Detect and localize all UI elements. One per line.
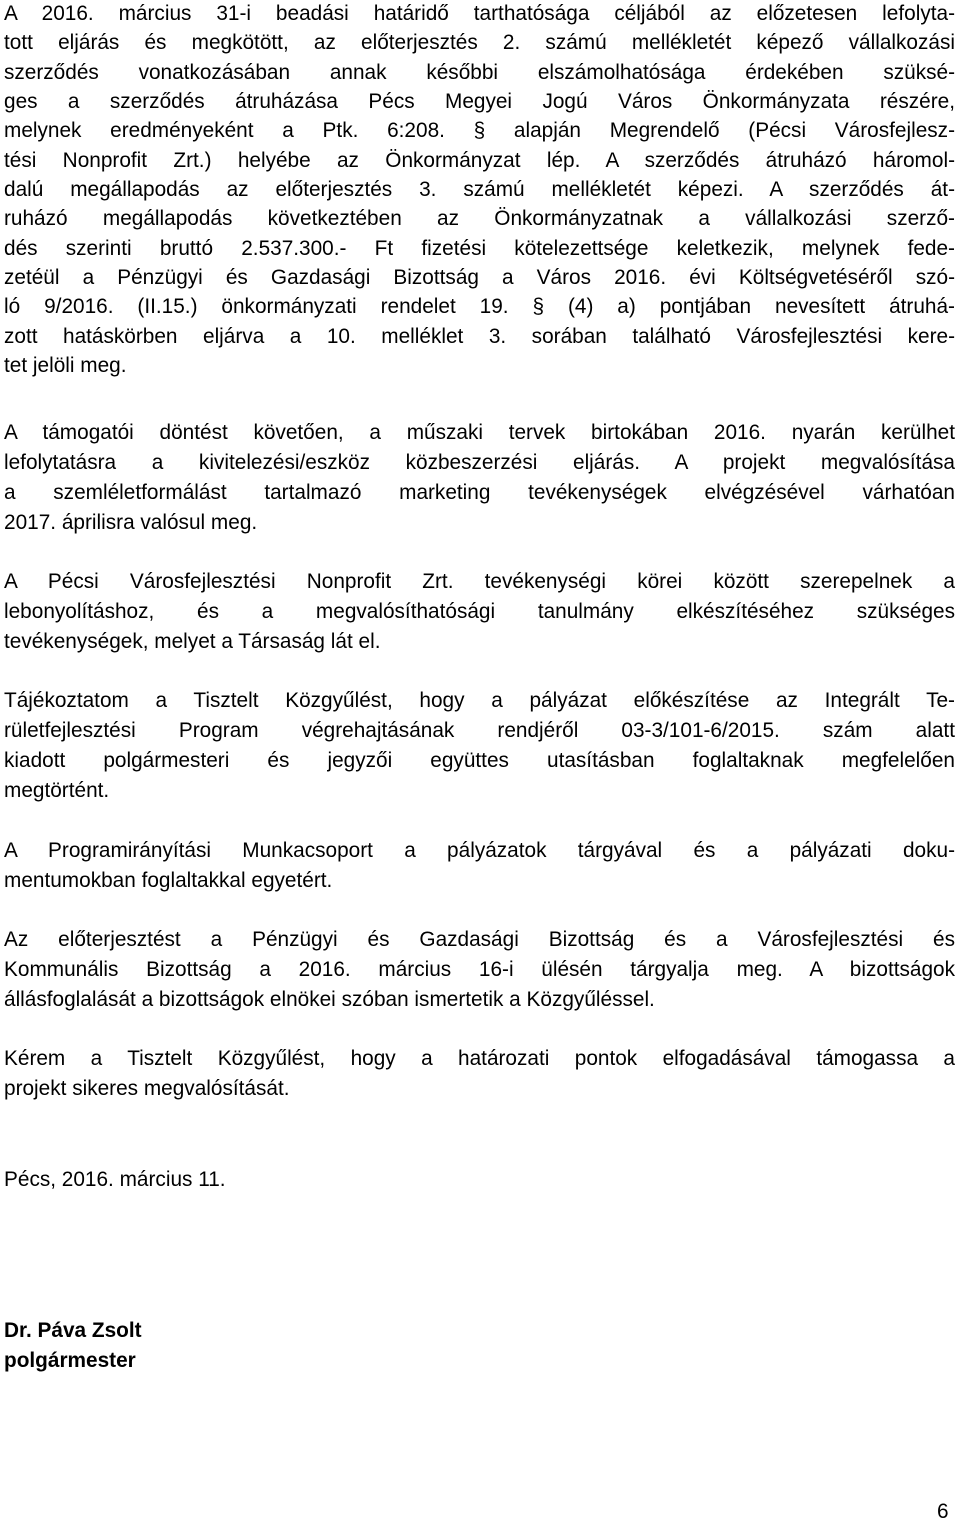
text-line: zetéül a Pénzügyi és Gazdasági Bizottság a Város 2016. évi Költségvetéséről szó- <box>4 266 955 289</box>
page-number: 6 <box>937 1500 949 1523</box>
text-line: tet jelöli meg. <box>4 354 127 377</box>
text-line: A Programirányítási Munkacsoport a pályázatok tárgyával és a pályázati doku- <box>4 839 955 862</box>
text-line: tési Nonprofit Zrt.) helyébe az Önkormányzat lép. A szerződés átruházó háromol- <box>4 149 955 172</box>
text-line: A Pécsi Városfejlesztési Nonprofit Zrt. tevékenységi körei között szerepelnek a <box>4 570 955 593</box>
text-line: Kommunális Bizottság a 2016. március 16-i ülésén tárgyalja meg. A bizottságok <box>4 958 955 981</box>
text-line: dalú megállapodás az előterjesztés 3. számú mellékletét képezi. A szerződés át- <box>4 178 955 201</box>
text-line: rületfejlesztési Program végrehajtásának rendjéről 03-3/101-6/2015. szám alatt <box>4 719 955 742</box>
text-line: ruházó megállapodás következtében az Önkormányzatnak a vállalkozási szerző- <box>4 207 955 230</box>
text-line: 2017. áprilisra valósul meg. <box>4 511 258 534</box>
signer-name: Dr. Páva Zsolt <box>4 1319 142 1342</box>
text-line: projekt sikeres megvalósítását. <box>4 1077 290 1100</box>
text-line: ló 9/2016. (II.15.) önkormányzati rendelet 19. § (4) a) pontjában nevesített átruhá- <box>4 295 955 318</box>
text-line: dés szerinti bruttó 2.537.300.- Ft fizetési kötelezettsége keletkezik, melynek fede- <box>4 237 955 260</box>
text-line: mentumokban foglaltakkal egyetért. <box>4 869 333 892</box>
text-line: melynek eredményeként a Ptk. 6:208. § alapján Megrendelő (Pécsi Városfejlesz- <box>4 119 955 142</box>
text-line: Az előterjesztést a Pénzügyi és Gazdasági Bizottság és a Városfejlesztési és <box>4 928 955 951</box>
signer-title: polgármester <box>4 1349 136 1372</box>
text-line: tevékenységek, melyet a Társaság lát el. <box>4 630 381 653</box>
text-line: lebonyolításhoz, és a megvalósíthatósági tanulmány elkészítéséhez szükséges <box>4 600 955 623</box>
text-line: állásfoglalását a bizottságok elnökei szóban ismertetik a Közgyűléssel. <box>4 988 655 1011</box>
text-line: ges a szerződés átruházása Pécs Megyei Jogú Város Önkormányzata részére, <box>4 90 955 113</box>
text-line: A támogatói döntést követően, a műszaki tervek birtokában 2016. nyarán kerülhet <box>4 421 955 444</box>
text-line: zott hatáskörben eljárva a 10. melléklet 3. sorában található Városfejlesztési kere- <box>4 325 955 348</box>
text-line: a szemléletformálást tartalmazó marketing tevékenységek elvégzésével várhatóan <box>4 481 955 504</box>
text-line: lefolytatásra a kivitelezési/eszköz közbeszerzési eljárás. A projekt megvalósítása <box>4 451 955 474</box>
place-date: Pécs, 2016. március 11. <box>4 1168 226 1191</box>
text-line: Tájékoztatom a Tisztelt Közgyűlést, hogy a pályázat előkészítése az Integrált Te- <box>4 689 955 712</box>
text-line: A 2016. március 31-i beadási határidő tarthatósága céljából az előzetesen lefolyta- <box>4 2 955 25</box>
text-line: kiadott polgármesteri és jegyzői együttes utasításban foglaltaknak megfelelően <box>4 749 955 772</box>
text-line: megtörtént. <box>4 779 110 802</box>
text-line: tott eljárás és megkötött, az előterjesztés 2. számú mellékletét képező vállalkozási <box>4 31 955 54</box>
text-line: szerződés vonatkozásában annak későbbi elszámolhatósága érdekében szüksé- <box>4 61 955 84</box>
text-line: Kérem a Tisztelt Közgyűlést, hogy a határozati pontok elfogadásával támogassa a <box>4 1047 955 1070</box>
